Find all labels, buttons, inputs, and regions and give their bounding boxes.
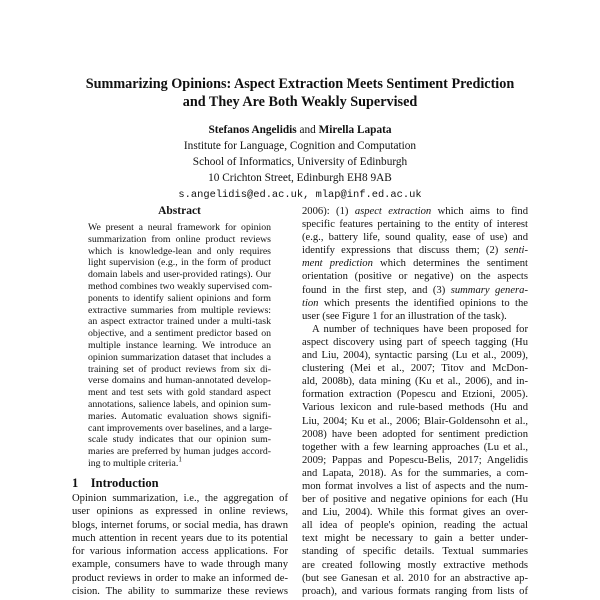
abstract-line: ment and test sets with gold standard aspect <box>88 387 271 399</box>
right-column-line <box>302 270 528 283</box>
abstract-line: extractive summaries from multiple reviews: <box>88 304 271 316</box>
introduction-line: Opinion summarization, i.e., the aggregation of <box>72 493 288 504</box>
introduction-line: user opinions as expressed in online reviews, <box>72 506 288 518</box>
right-column-line <box>302 244 528 257</box>
right-column-body <box>302 205 528 598</box>
authors <box>0 124 600 136</box>
abstract-line-text: ing to multiple criteria. <box>88 457 179 469</box>
right-column-line <box>302 572 528 585</box>
right-column-line <box>302 559 528 572</box>
right-column-line <box>302 467 528 480</box>
abstract-line: ponents to identify salient opinions and form <box>88 292 271 304</box>
right-column-line <box>302 519 528 532</box>
abstract-line: We present a neural framework for opinion <box>88 222 271 233</box>
right-column-line <box>302 257 528 270</box>
line-text: 2009; Pappas and Popescu-Belis, 2017; Angelidis <box>302 454 528 466</box>
line-text: formation extraction (Popescu and Etzioni, 2005). <box>302 389 528 401</box>
line-text: Various lexicon and rule-based methods (Hu and <box>302 402 528 414</box>
right-column-line <box>302 415 528 428</box>
footnote-mark: 1 <box>178 455 182 464</box>
right-column-line <box>302 218 528 231</box>
line-text: all idea of people's opinion, reading the actual <box>302 520 528 532</box>
line-text: proach), and various formats ranging from lists of <box>302 585 528 597</box>
line-text: found in the first step, and (3) <box>302 284 451 296</box>
affiliation-2: School of Informatics, University of Edinburgh <box>192 156 408 168</box>
line-text: and Liu, 2004), syntactic parsing (Lu et al., 2009), <box>302 350 528 362</box>
right-column-line <box>302 297 528 310</box>
right-column-line <box>302 401 528 414</box>
affiliation-1: Institute for Language, Cognition and Computation <box>183 140 417 152</box>
line-text: 2006): (1) <box>302 206 355 217</box>
author-1: Stefanos Angelidis <box>208 124 297 136</box>
right-column-line <box>302 349 528 362</box>
introduction-line: for various information access applications. For <box>72 546 288 558</box>
abstract-line: summarization from online product reviews <box>88 233 271 245</box>
paper-title-line-2: and They Are Both Weakly Supervised <box>182 94 418 110</box>
emphasized-term: summary genera- <box>450 284 528 296</box>
abstract-line: which is knowledge-lean and only requires <box>88 245 271 257</box>
author-conjunction: and <box>299 124 316 136</box>
right-column-line <box>302 454 528 467</box>
line-text: which determines the sentiment <box>372 258 528 270</box>
abstract-line: domain labels and user-provided ratings). Our <box>88 269 271 281</box>
section-title: Introduction <box>90 476 159 490</box>
emphasized-term: ment prediction <box>302 258 373 270</box>
abstract-line: annotations, salience labels, and opinion sum- <box>88 398 271 410</box>
right-column-line <box>302 428 528 441</box>
line-text: and Liu, 2004). While this format gives an over- <box>302 507 528 519</box>
line-text: Liu, 2004; Ku et al., 2006; Blair-Goldensohn et al., <box>302 415 528 427</box>
abstract-line: maries are preferred by human judges accord- <box>88 446 271 458</box>
right-column-line <box>302 362 528 375</box>
abstract-line <box>88 455 271 470</box>
abstract-body <box>88 222 271 470</box>
emphasized-term: tion <box>302 297 319 309</box>
line-text: user (see Figure 1 for an illustration of the task). <box>302 310 507 322</box>
line-text: ald, 2008b), data mining (Ku et al., 2006), and in- <box>302 376 528 388</box>
line-text: standing of specific details. Textual summaries <box>302 546 528 558</box>
address: 10 Crichton Street, Edinburgh EH8 9AB <box>208 172 392 184</box>
right-column-line <box>302 585 528 598</box>
line-text: (e.g., battery life, sound quality, ease of use) and <box>302 232 528 244</box>
line-text: together with a few learning approaches (Lu et al., <box>302 441 528 453</box>
abstract-line: scale study indicates that our opinion sum- <box>88 434 271 446</box>
right-column-line <box>302 336 528 349</box>
right-column-line <box>302 493 528 506</box>
line-text: clustering (Mei et al., 2007; Titov and McDon- <box>302 363 528 375</box>
emphasized-term: senti- <box>504 245 528 257</box>
line-text: orientation (positive or negative) on the aspects <box>302 271 528 283</box>
line-text: mon format involves a list of aspects and the num- <box>302 480 528 492</box>
abstract-line: objective, and a sentiment predictor based on <box>88 328 271 340</box>
abstract-line: maries. Automatic evaluation shows signifi- <box>88 410 271 422</box>
line-text: which aims to find <box>431 206 529 217</box>
emphasized-term: aspect extraction <box>354 206 432 217</box>
right-column-line <box>302 231 528 244</box>
abstract-line: training set of product reviews from six di- <box>88 363 271 375</box>
right-column-line <box>302 506 528 519</box>
right-column-line <box>302 388 528 401</box>
abstract-line: an aspect extractor trained under a multi-task <box>88 316 271 328</box>
line-text: A number of techniques have been proposed for <box>312 323 528 335</box>
line-text: specific features pertaining to the entity of interest <box>302 219 528 231</box>
abstract-line: method combines two weakly supervised com- <box>88 280 273 292</box>
abstract-heading: Abstract <box>158 205 201 217</box>
line-text: and Lapata, 2018). As for the summaries, a com- <box>302 467 528 479</box>
line-text: (but see Ganesan et al. 2010 for an abstractive ap- <box>302 572 528 584</box>
section-heading-introduction <box>72 476 159 491</box>
paper-title-line-1: Summarizing Opinions: Aspect Extraction Meets Sentiment Prediction <box>85 76 515 92</box>
line-text: ber of positive and negative opinions for each (Hu <box>302 494 528 506</box>
line-text: identify expressions that discuss them; (2) <box>302 245 505 257</box>
line-text: which presents the identified opinions to the <box>318 297 528 309</box>
author-emails: s.angelidis@ed.ac.uk, mlap@inf.ed.ac.uk <box>178 189 422 201</box>
right-column-line <box>302 441 528 454</box>
abstract-line: cant improvements over baselines, and a large- <box>88 422 272 434</box>
abstract-line: multiple instance learning. We introduce an <box>88 339 271 351</box>
right-column-line <box>302 310 528 323</box>
line-text: are created following mostly extractive methods <box>302 559 528 571</box>
abstract-line: verse domains and human-annotated develop- <box>88 375 271 387</box>
introduction-line: cision. The ability to summarize these reviews <box>72 586 288 598</box>
abstract-line: light supervision (e.g., in the form of product <box>88 257 271 269</box>
right-column-line <box>302 532 528 545</box>
line-text: text might be necessary to gain a better under- <box>302 533 528 545</box>
section-number: 1 <box>72 476 79 490</box>
right-column-line <box>302 205 528 218</box>
line-text: aspect discovery using part of speech tagging (Hu <box>302 336 528 348</box>
introduction-line: product reviews in order to make an informed de- <box>72 572 288 584</box>
introduction-body <box>72 492 288 598</box>
abstract-line: opinion summarization dataset that includes a <box>88 351 271 363</box>
introduction-line: example, consumers have to wade through many <box>72 559 288 571</box>
right-column-line <box>302 480 528 493</box>
right-column-line <box>302 284 528 297</box>
author-2: Mirella Lapata <box>318 124 392 136</box>
introduction-line: much attention in recent years due to its potential <box>72 532 288 544</box>
line-text: 2008) have been adopted for sentiment prediction <box>302 428 528 440</box>
right-column-line <box>302 375 528 388</box>
right-column-line <box>302 323 528 336</box>
introduction-line: blogs, internet forums, or social media, has drawn <box>72 519 288 531</box>
right-column-line <box>302 545 528 558</box>
